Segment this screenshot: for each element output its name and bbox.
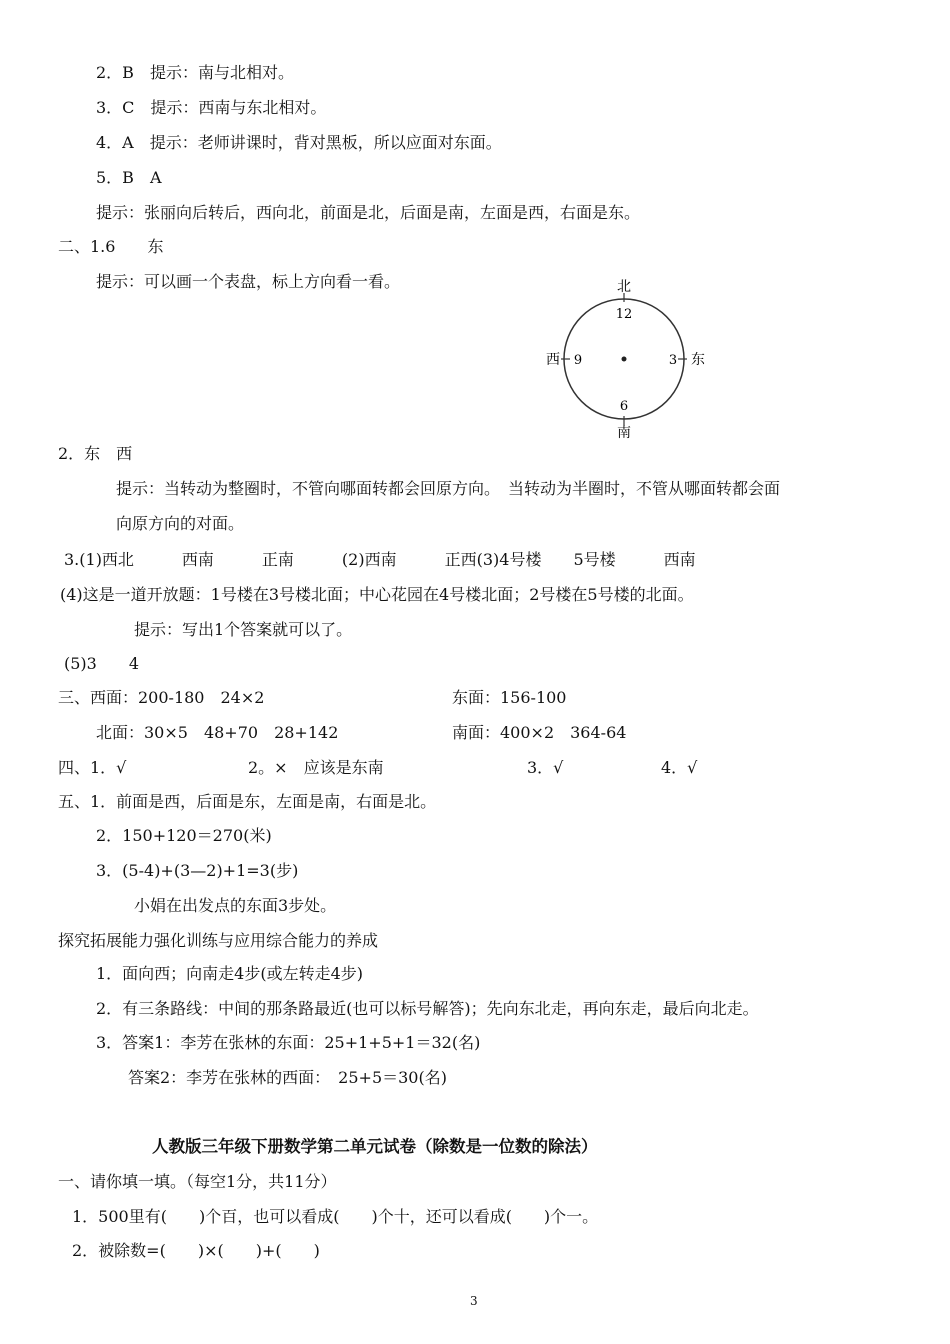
- clock-number-3: 3: [668, 353, 678, 368]
- answer-line: 提示：张丽向后转后，西向北，前面是北，后面是南，左面是西，右面是东。: [96, 203, 641, 222]
- answer-line: 2．有三条路线：中间的那条路最近(也可以标号解答)；先向东北走，再向东走，最后向北走。: [96, 999, 759, 1018]
- answer-line: 提示：当转动为整圈时，不管向哪面转都会回原方向。 当转动为半圈时，不管从哪面转都会面: [116, 479, 781, 498]
- answer-line: 向原方向的对面。: [116, 514, 245, 533]
- test-title: 人教版三年级下册数学第二单元试卷（除数是一位数的除法）: [152, 1137, 598, 1156]
- answer-line: 二、1.6 东: [58, 237, 164, 256]
- answer-line: 3．(5-4)+(3—2)+1=3(步): [96, 861, 299, 880]
- clock-number-6: 6: [619, 399, 629, 414]
- east-label: 东: [691, 352, 705, 368]
- question-line: 1．500里有( )个百，也可以看成( )个十，还可以看成( )个一。: [72, 1207, 599, 1226]
- question-heading: 一、请你填一填。（每空1分，共11分）: [58, 1172, 337, 1191]
- question-line: 2．被除数=( )×( )+( ): [72, 1241, 320, 1260]
- answer-line: 5．B A: [96, 168, 162, 187]
- clock-number-12: 12: [615, 307, 633, 322]
- section-heading: 探究拓展能力强化训练与应用综合能力的养成: [58, 931, 379, 950]
- answer-line: 3．C 提示：西南与东北相对。: [96, 98, 327, 117]
- answer-line: 东面：156-100: [452, 688, 567, 707]
- answer-line: 2．东 西: [58, 444, 133, 463]
- answer-line: 提示：可以画一个表盘，标上方向看一看。: [96, 272, 401, 291]
- answer-line: 提示：写出1个答案就可以了。: [134, 620, 353, 639]
- answer-line: 1．面向西；向南走4步(或左转走4步): [96, 964, 364, 983]
- answer-line: 4．A 提示：老师讲课时，背对黑板，所以应面对东面。: [96, 133, 502, 152]
- answer-line: 答案2：李芳在张林的西面： 25+5＝30(名): [128, 1068, 447, 1087]
- page-number: 3: [470, 1294, 478, 1308]
- answer-line: (4)这是一道开放题：1号楼在3号楼北面；中心花园在4号楼北面；2号楼在5号楼的北面。: [60, 585, 694, 604]
- answer-line: 五、1．前面是西，后面是东，左面是南，右面是北。: [58, 792, 437, 811]
- clock-number-9: 9: [573, 353, 583, 368]
- answer-line: 北面：30×5 48+70 28+142: [96, 723, 339, 742]
- answer-line: 三、西面：200-180 24×2: [58, 688, 265, 707]
- answer-line: 南面：400×2 364-64: [452, 723, 627, 742]
- answer-line: 2。× 应该是东南: [248, 758, 384, 777]
- south-label: 南: [617, 425, 631, 441]
- answer-line: 2．B 提示：南与北相对。: [96, 63, 294, 82]
- west-label: 西: [546, 352, 560, 368]
- answer-line: 四、1．√: [58, 758, 127, 777]
- north-label: 北: [617, 279, 631, 295]
- answer-line: 4．√: [661, 758, 698, 777]
- answer-line: 3．答案1：李芳在张林的东面：25+1+5+1＝32(名): [96, 1033, 481, 1052]
- clock-diagram: [535, 268, 715, 443]
- clock-center: [622, 357, 627, 362]
- answer-line: 小娟在出发点的东面3步处。: [134, 896, 337, 915]
- answer-line: 2．150+120＝270(米): [96, 826, 272, 845]
- answer-line: 3．√: [527, 758, 564, 777]
- answer-line: 3.(1)西北 西南 正南 (2)西南 正西(3)4号楼 5号楼 西南: [64, 550, 696, 569]
- answer-line: (5)3 4: [64, 654, 140, 673]
